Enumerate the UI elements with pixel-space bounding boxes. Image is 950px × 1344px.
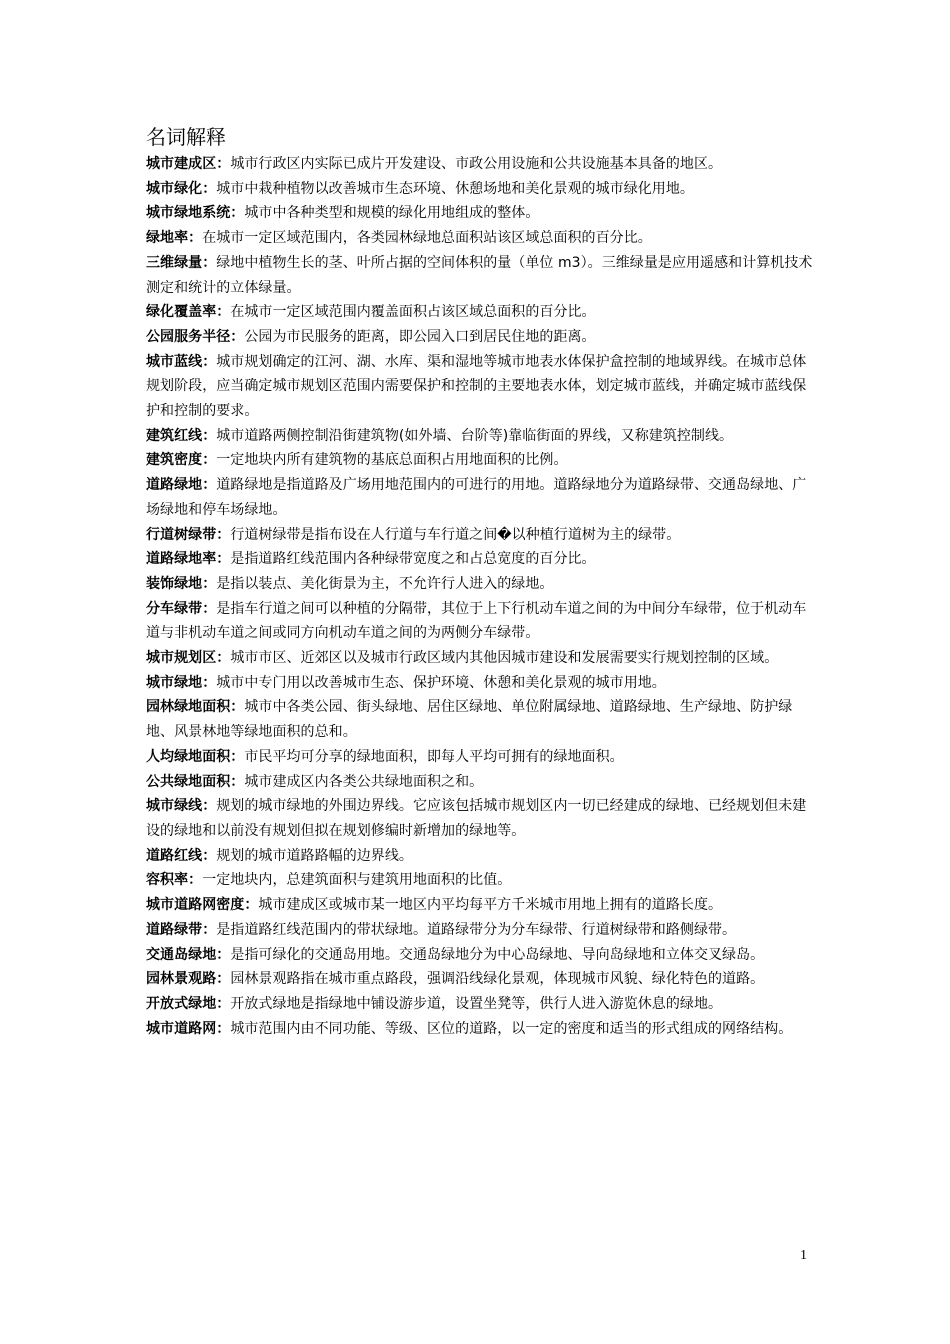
glossary-term: 建筑密度：	[146, 452, 217, 469]
glossary-term: 道路红线：	[146, 847, 217, 864]
glossary-term: 分车绿带：	[146, 600, 217, 617]
glossary-definition: 一定地块内，总建筑面积与建筑用地面积的比值。	[202, 872, 512, 889]
glossary-term: 城市蓝线：	[146, 353, 217, 370]
glossary-entry	[146, 177, 818, 202]
glossary-definition: 是指车行道之间可以种植的分隔带，其位于上下行机动车道之间的为中间分车绿带，位于机动车道与非机动车道之间或同方向机动车道之间的为两侧分车绿带。	[146, 600, 807, 642]
glossary-entry	[146, 201, 818, 226]
glossary-entry	[146, 572, 818, 597]
glossary-definition: 一定地块内所有建筑物的基底总面积占用地面积的比例。	[216, 452, 568, 469]
glossary-term: 公共绿地面积：	[146, 773, 245, 790]
glossary-entry	[146, 745, 818, 770]
glossary-entry	[146, 844, 818, 869]
glossary-term: 装饰绿地：	[146, 575, 217, 592]
glossary-term: 道路绿地率：	[146, 551, 231, 568]
glossary-entry	[146, 868, 818, 893]
page-title: 名词解释	[146, 125, 226, 149]
glossary-definition: 城市中各类公园、街头绿地、居住区绿地、单位附属绿地、道路绿地、生产绿地、防护绿地、风景林地等绿地面积的总和。	[146, 699, 793, 741]
glossary-term: 城市建成区：	[146, 156, 231, 172]
glossary-term: 容积率：	[146, 872, 203, 889]
glossary-entry	[146, 325, 818, 350]
glossary-definition: 城市范围内由不同功能、等级、区位的道路，以一定的密度和适当的形式组成的网络结构。	[230, 1020, 793, 1037]
glossary-term: 公园服务半径：	[146, 328, 245, 345]
glossary-definition: 绿地中植物生长的茎、叶所占据的空间体积的量（单位 m3）。三维绿量是应用遥感和计算机技术测定和统计的立体绿量。	[146, 254, 813, 296]
glossary-term: 园林景观路：	[146, 971, 231, 988]
glossary-entry	[146, 671, 818, 696]
glossary-definition: 开放式绿地是指绿地中铺设游步道，设置坐凳等，供行人进入游览休息的绿地。	[230, 995, 723, 1012]
glossary-term: 三维绿量：	[146, 254, 217, 271]
glossary-definition: 是指以装点、美化街景为主，不允许行人进入的绿地。	[216, 575, 554, 592]
glossary-definition: 城市中各种类型和规模的绿化用地组成的整体。	[244, 205, 540, 222]
glossary-term: 开放式绿地：	[146, 995, 231, 1012]
glossary-definition: 是指道路红线范围内的带状绿地。道路绿带分为分车绿带、行道树绿带和路侧绿带。	[216, 921, 737, 938]
glossary-entry	[146, 646, 818, 671]
glossary-entry	[146, 967, 818, 992]
glossary-term: 城市绿地：	[146, 674, 217, 691]
document-body	[146, 122, 818, 1041]
glossary-term: 道路绿地：	[146, 477, 217, 494]
glossary-definition: 城市道路两侧控制沿街建筑物(如外墙、台阶等)靠临街面的界线，又称建筑控制线。	[216, 427, 734, 444]
glossary-entry	[146, 152, 818, 177]
glossary-term: 城市绿地系统：	[146, 205, 245, 222]
glossary-entry	[146, 523, 818, 548]
glossary-term: 交通岛绿地：	[146, 946, 231, 963]
glossary-definition: 是指可绿化的交通岛用地。交通岛绿地分为中心岛绿地、导向岛绿地和立体交叉绿岛。	[230, 946, 765, 963]
glossary-term: 城市道路网：	[146, 1020, 231, 1037]
glossary-term: 绿化覆盖率：	[146, 304, 231, 321]
glossary-definition: 在城市一定区域范围内，各类园林绿地总面积站该区域总面积的百分比。	[202, 230, 652, 247]
glossary-definition: 道路绿地是指道路及广场用地范围内的可进行的用地。道路绿地分为道路绿带、交通岛绿地、广场绿地和停车场绿地。	[146, 477, 807, 518]
glossary-entry	[146, 597, 818, 646]
glossary-term: 城市绿化：	[146, 180, 217, 197]
glossary-definition: 城市中专门用以改善城市生态、保护环境、休憩和美化景观的城市用地。	[216, 674, 666, 691]
glossary-entry	[146, 918, 818, 943]
page-number: 1	[800, 1248, 807, 1263]
glossary-term: 城市道路网密度：	[146, 897, 259, 914]
glossary-entry	[146, 1017, 818, 1042]
glossary-definition: 规划的城市道路路幅的边界线。	[216, 847, 413, 864]
glossary-definition: 城市行政区内实际已成片开发建设、市政公用设施和公共设施基本具备的地区。	[230, 156, 723, 172]
glossary-definition: 城市规划确定的江河、湖、水库、渠和湿地等城市地表水体保护盒控制的地域界线。在城市总体规划阶段，应当确定城市规划区范围内需要保护和控制的主要地表水体，划定城市蓝线，并确定城市蓝线保护和控制的要求。	[146, 353, 807, 420]
glossary-term: 道路绿带：	[146, 921, 217, 938]
glossary-term: 建筑红线：	[146, 427, 217, 444]
glossary-definition: 城市建成区或城市某一地区内平均每平方千米城市用地上拥有的道路长度。	[258, 897, 723, 914]
glossary-entry	[146, 992, 818, 1017]
glossary-entry	[146, 770, 818, 795]
glossary-definition: 城市市区、近郊区以及城市行政区域内其他因城市建设和发展需要实行规划控制的区域。	[230, 650, 779, 667]
glossary-entry	[146, 350, 818, 424]
glossary-entry	[146, 424, 818, 449]
glossary-entry	[146, 943, 818, 968]
glossary-definition: 行道树绿带是指布设在人行道与车行道之间�以种植行道树为主的绿带。	[230, 526, 681, 543]
glossary-entry	[146, 547, 818, 572]
glossary-definition: 公园为市民服务的距离，即公园入口到居民住地的距离。	[244, 328, 596, 345]
glossary-definition: 是指道路红线范围内各种绿带宽度之和占总宽度的百分比。	[230, 551, 596, 568]
glossary-term: 园林绿地面积：	[146, 699, 245, 716]
glossary-term: 城市绿线：	[146, 798, 217, 815]
glossary-definition: 市民平均可分享的绿地面积，即每人平均可拥有的绿地面积。	[244, 748, 624, 765]
glossary-definition: 在城市一定区域范围内覆盖面积占该区域总面积的百分比。	[230, 304, 596, 321]
glossary-definition: 规划的城市绿地的外围边界线。它应该包括城市规划区内一切已经建成的绿地、已经规划但未建设的绿地和以前没有规划但拟在规划修编时新增加的绿地等。	[146, 798, 807, 839]
glossary-entry	[146, 226, 818, 251]
glossary-entry	[146, 448, 818, 473]
glossary-term: 绿地率：	[146, 230, 203, 247]
glossary-entry	[146, 251, 818, 300]
glossary-list	[146, 152, 818, 1041]
glossary-definition: 城市中栽种植物以改善城市生态环境、休憩场地和美化景观的城市绿化用地。	[216, 180, 694, 197]
glossary-term: 行道树绿带：	[146, 526, 231, 543]
glossary-definition: 城市建成区内各类公共绿地面积之和。	[244, 773, 484, 790]
glossary-definition: 园林景观路指在城市重点路段，强调沿线绿化景观，体现城市风貌、绿化特色的道路。	[230, 971, 765, 988]
glossary-entry	[146, 794, 818, 843]
glossary-entry	[146, 300, 818, 325]
glossary-entry	[146, 893, 818, 918]
glossary-entry	[146, 695, 818, 744]
glossary-term: 人均绿地面积：	[146, 748, 245, 765]
glossary-term: 城市规划区：	[146, 650, 231, 667]
glossary-entry	[146, 473, 818, 522]
